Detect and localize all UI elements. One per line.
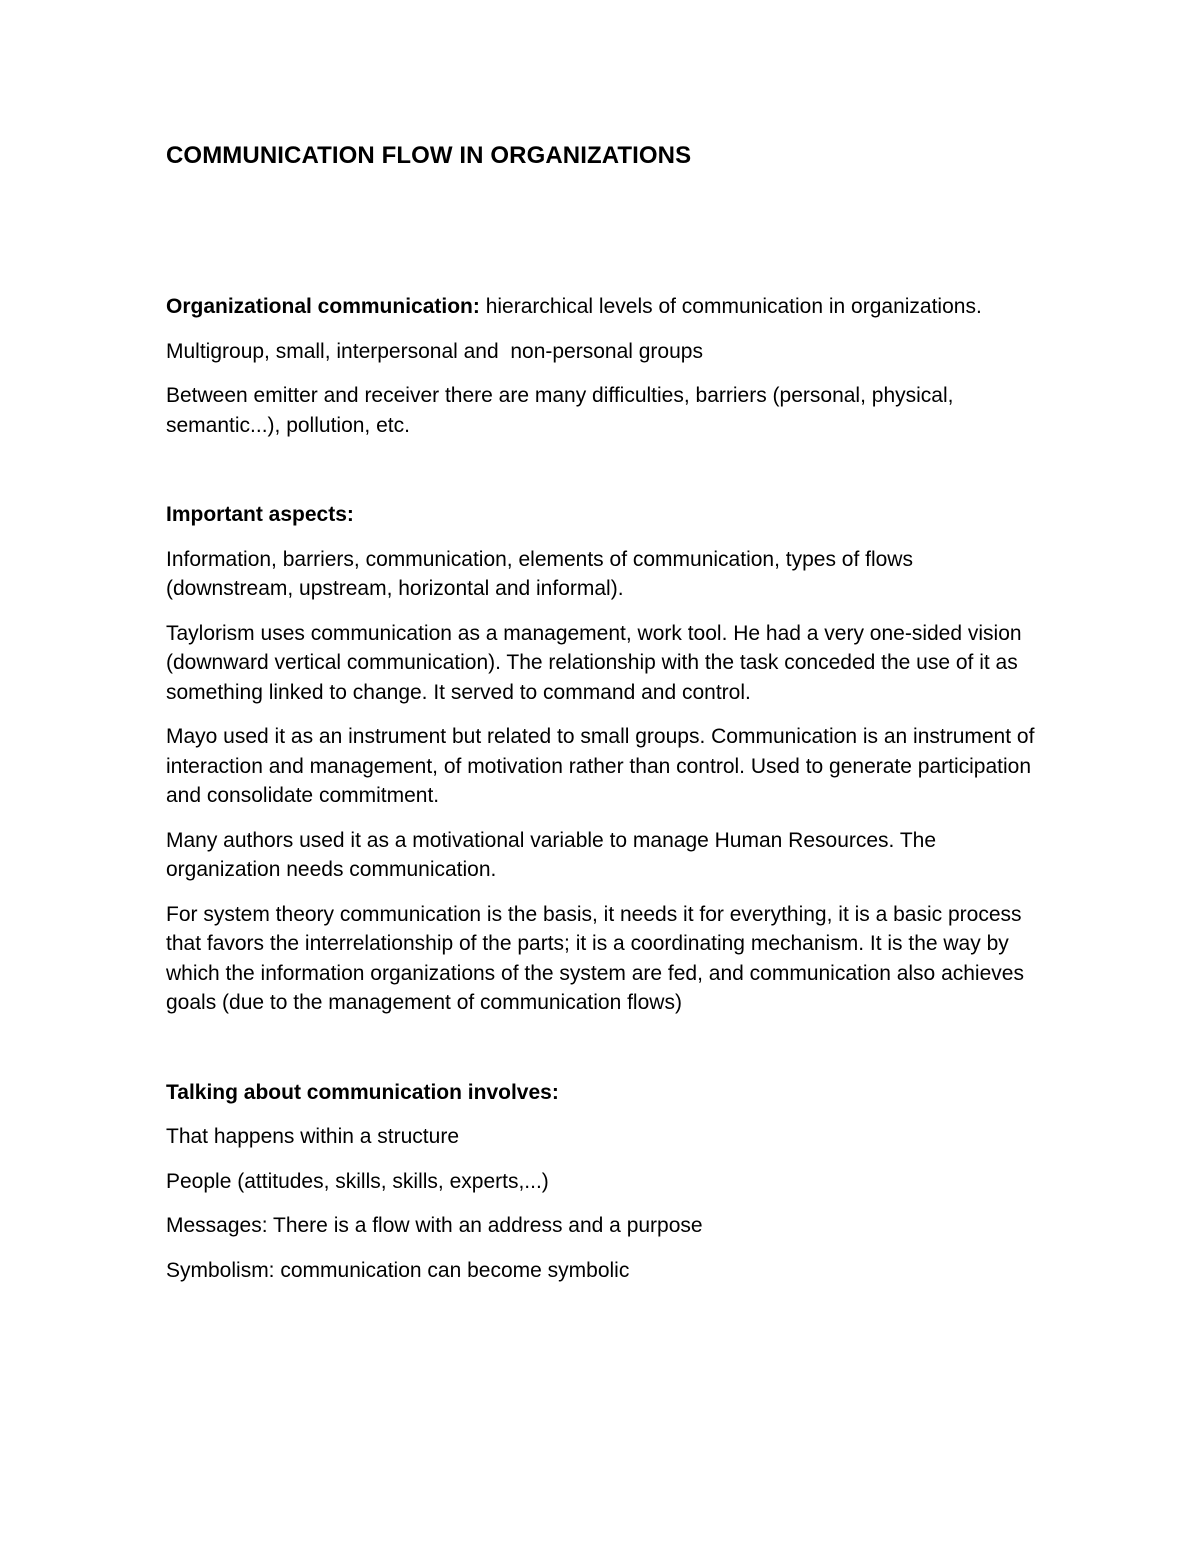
- document-body: [166, 140, 1036, 1300]
- list-item-structure: That happens within a structure: [166, 1125, 459, 1148]
- paragraph-motivational-variable: Many authors used it as a motivational variable to manage Human Resources. The organization needs communication.: [166, 828, 937, 881]
- list-item-symbolism: Symbolism: communication can become symbolic: [166, 1258, 630, 1282]
- paragraph-mayo: Mayo used it as an instrument but related to small groups. Communication is an instrument of interaction and management, of motivation rather than control. Used to generate participation and consolidate commitment.: [166, 725, 1035, 807]
- list-item-messages: Messages: There is a flow with an address and a purpose: [166, 1214, 703, 1237]
- heading-communication-involves: Talking about communication involves:: [166, 1080, 559, 1104]
- organizational-communication-definition: hierarchical levels of communication in organizations.: [479, 295, 982, 318]
- heading-important-aspects: Important aspects:: [166, 503, 354, 526]
- list-item-people: People (attitudes, skills, skills, experts,...): [166, 1169, 549, 1193]
- document-title: COMMUNICATION FLOW IN ORGANIZATIONS: [166, 142, 692, 169]
- organizational-communication-paragraph: [166, 292, 1036, 322]
- paragraph-taylorism: Taylorism uses communication as a management, work tool. He had a very one-sided vision (downward vertical communication). The relationship with the task conceded the use of it as something linked to change. It served to command and control.: [166, 621, 1022, 704]
- paragraph-groups: Multigroup, small, interpersonal and non-personal groups: [166, 339, 703, 363]
- paragraph-barriers: Between emitter and receiver there are many difficulties, barriers (personal, physical, semantic...), pollution, etc.: [166, 384, 954, 437]
- paragraph-system-theory: For system theory communication is the basis, it needs it for everything, it is a basic process that favors the interrelationship of the parts; it is a coordinating mechanism. It is the way by which the information organizations of the system are fed, and communication also achieves goals (due to the management of communication flows): [166, 902, 1024, 1014]
- organizational-communication-term: Organizational communication:: [166, 295, 480, 318]
- paragraph-information: Information, barriers, communication, elements of communication, types of flows (downstream, upstream, horizontal and informal).: [166, 547, 913, 600]
